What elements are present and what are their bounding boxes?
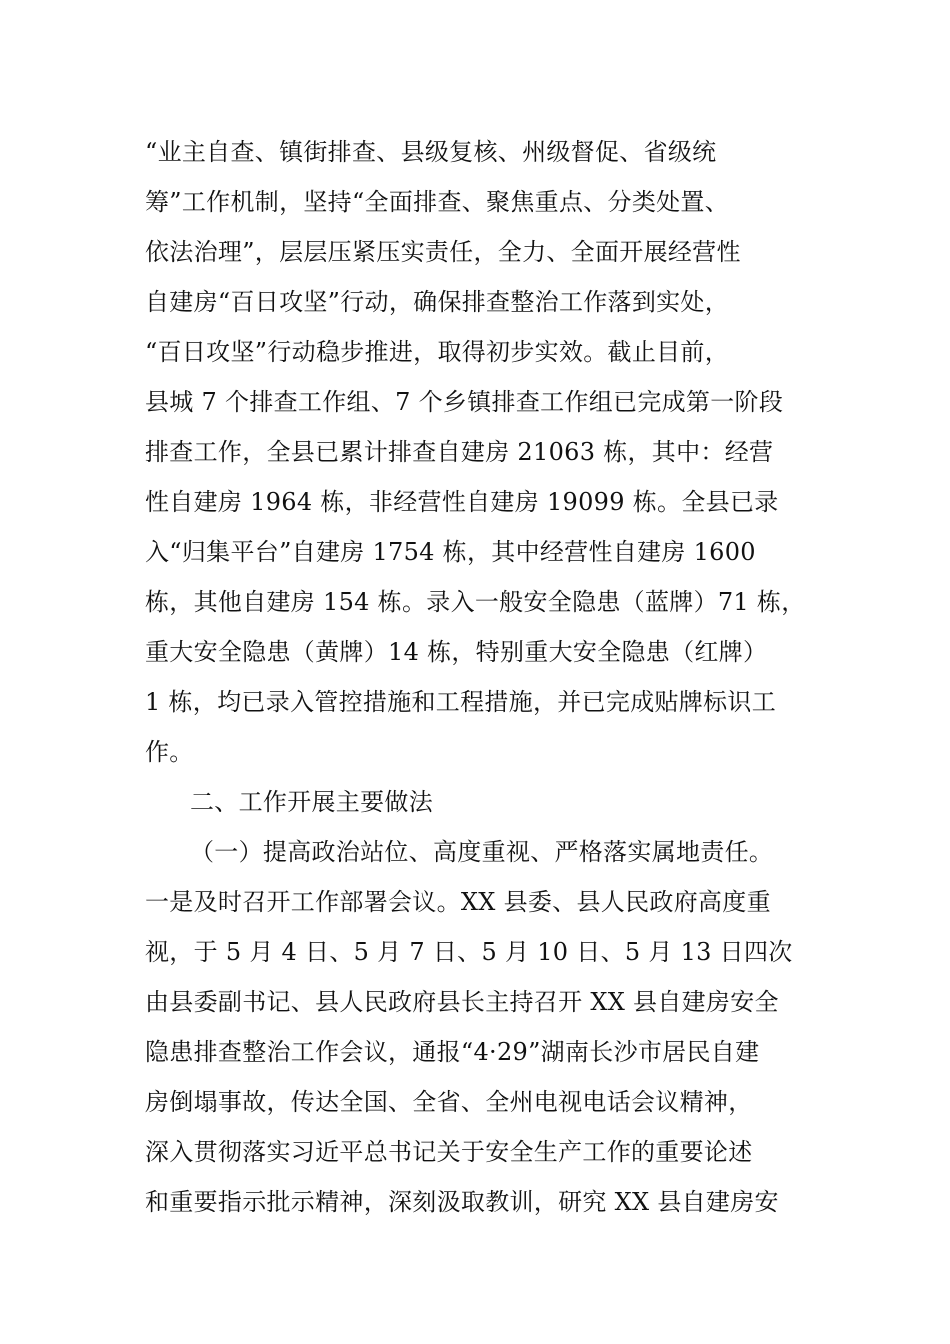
- paragraph-line: 县城 7 个排查工作组、7 个乡镇排查工作组已完成第一阶段: [145, 388, 784, 416]
- paragraph-line: “百日攻坚”行动稳步推进，取得初步实效。截止目前，: [145, 338, 730, 366]
- paragraph-line: “业主自查、镇街排查、县级复核、州级督促、省级统: [145, 138, 717, 166]
- paragraph-line: 视，于 5 月 4 日、5 月 7 日、5 月 10 日、5 月 13 日四次: [145, 938, 793, 966]
- paragraph-line: 深入贯彻落实习近平总书记关于安全生产工作的重要论述: [145, 1138, 753, 1166]
- section-heading: 二、工作开展主要做法: [190, 788, 433, 816]
- paragraph-line: 栋，其他自建房 154 栋。录入一般安全隐患（蓝牌）71 栋，: [145, 588, 806, 616]
- paragraph-line: 自建房“百日攻坚”行动，确保排查整治工作落到实处，: [145, 288, 730, 316]
- paragraph-line: 排查工作，全县已累计排查自建房 21063 栋，其中：经营: [145, 438, 774, 466]
- paragraph-line: 一是及时召开工作部署会议。XX 县委、县人民政府高度重: [145, 888, 771, 916]
- paragraph-line: 和重要指示批示精神，深刻汲取教训，研究 XX 县自建房安: [145, 1188, 779, 1216]
- paragraph-line: 性自建房 1964 栋，非经营性自建房 19099 栋。全县已录: [145, 488, 779, 516]
- subsection-heading: （一）提高政治站位、高度重视、严格落实属地责任。: [190, 838, 774, 866]
- paragraph-line: 入“归集平台”自建房 1754 栋，其中经营性自建房 1600: [145, 538, 756, 566]
- paragraph-line: 由县委副书记、县人民政府县长主持召开 XX 县自建房安全: [145, 988, 779, 1016]
- paragraph-line: 1 栋，均已录入管控措施和工程措施，并已完成贴牌标识工: [145, 688, 776, 716]
- paragraph-line: 作。: [145, 738, 194, 766]
- paragraph-line: 筹”工作机制，坚持“全面排查、聚焦重点、分类处置、: [145, 188, 730, 216]
- paragraph-line: 重大安全隐患（黄牌）14 栋，特别重大安全隐患（红牌）: [145, 638, 768, 666]
- paragraph-line: 隐患排查整治工作会议，通报“4·29”湖南长沙市居民自建: [145, 1038, 760, 1066]
- paragraph-line: 依法治理”，层层压紧压实责任，全力、全面开展经营性: [145, 238, 741, 266]
- paragraph-line: 房倒塌事故，传达全国、全省、全州电视电话会议精神，: [145, 1088, 753, 1116]
